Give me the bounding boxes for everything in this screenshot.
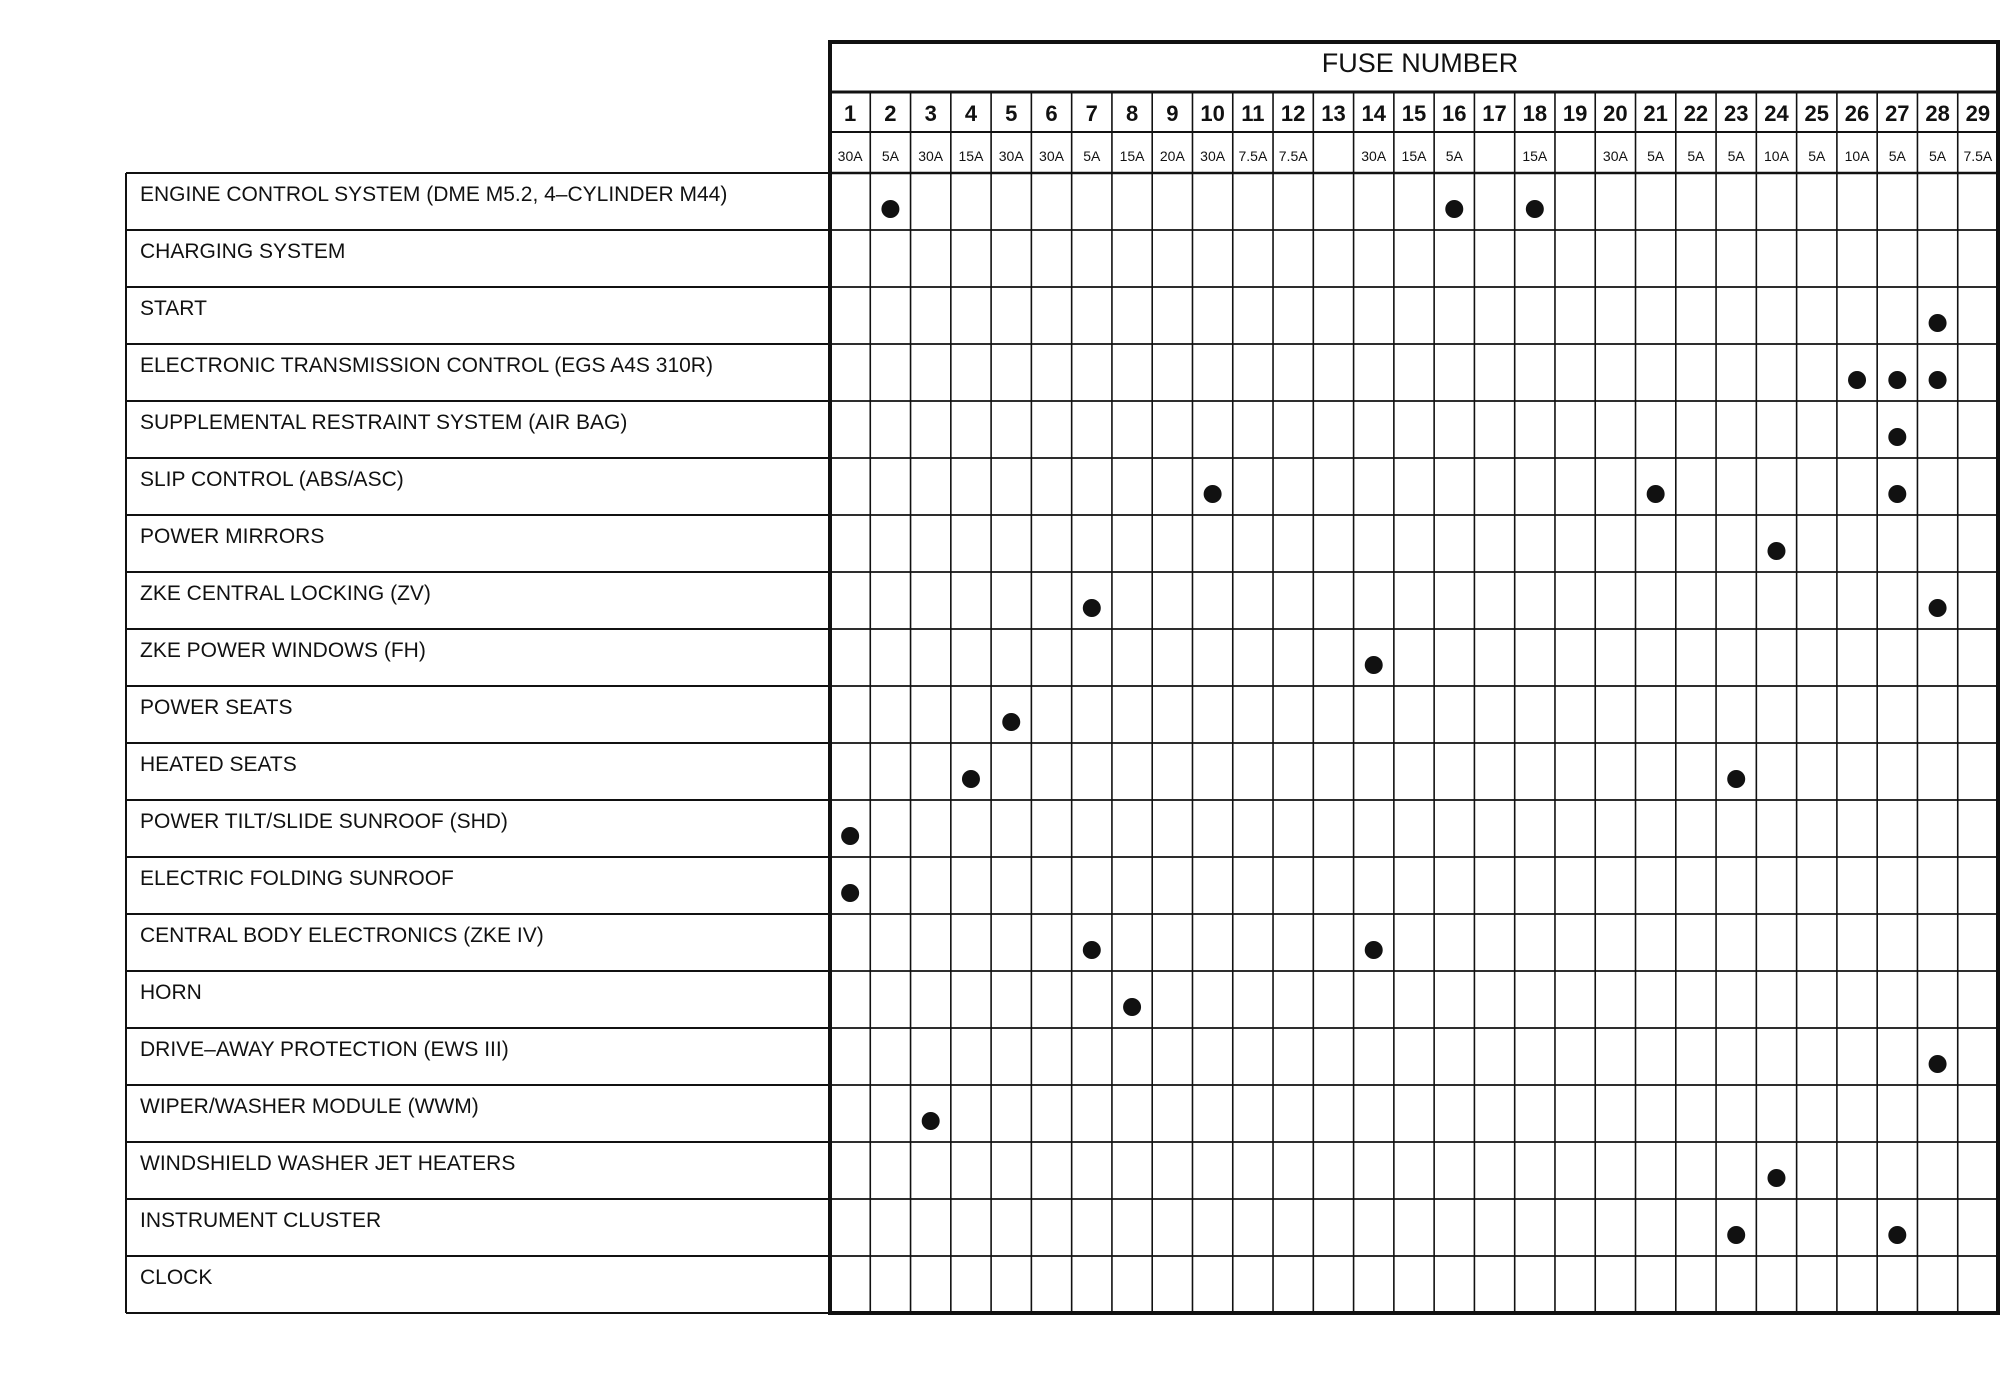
fuse-number-17: 17 (1482, 101, 1507, 126)
fuse-number-19: 19 (1562, 101, 1588, 126)
fuse-rating-21: 5A (1647, 148, 1665, 164)
fuse-marker-dot (1767, 1169, 1785, 1187)
fuse-marker-dot (1888, 485, 1906, 503)
fuse-marker-dot (922, 1112, 940, 1130)
fuse-number-9: 9 (1166, 101, 1179, 126)
fuse-marker-dot (1929, 599, 1947, 617)
fuse-marker-dot (1888, 428, 1906, 446)
system-label: DRIVE–AWAY PROTECTION (EWS III) (140, 1038, 509, 1061)
system-label: SUPPLEMENTAL RESTRAINT SYSTEM (AIR BAG) (140, 411, 628, 434)
fuse-rating-2: 5A (881, 148, 899, 164)
system-label: POWER TILT/SLIDE SUNROOF (SHD) (140, 810, 508, 833)
fuse-marker-dot (1929, 314, 1947, 332)
fuse-marker-dot (1083, 941, 1101, 959)
fuse-number-5: 5 (1005, 101, 1018, 126)
fuse-marker-dot (1445, 200, 1463, 218)
grid-lines (126, 42, 1998, 1313)
system-label: WINDSHIELD WASHER JET HEATERS (140, 1152, 516, 1175)
fuse-rating-20: 30A (1602, 148, 1628, 164)
fuse-number-18: 18 (1522, 101, 1548, 126)
fuse-marker-dot (1365, 656, 1383, 674)
fuse-number-16: 16 (1442, 101, 1467, 126)
fuse-rating-14: 30A (1361, 148, 1387, 164)
fuse-marker-dot (841, 827, 859, 845)
fuse-marker-dot (1123, 998, 1141, 1016)
system-label: WIPER/WASHER MODULE (WWM) (140, 1095, 479, 1118)
fuse-number-13: 13 (1321, 101, 1346, 126)
system-label: CLOCK (140, 1266, 213, 1289)
fuse-number-15: 15 (1401, 101, 1427, 126)
fuse-marker-dot (1929, 1055, 1947, 1073)
fuse-rating-16: 5A (1445, 148, 1463, 164)
system-label: SLIP CONTROL (ABS/ASC) (140, 468, 404, 491)
fuse-number-11: 11 (1241, 101, 1265, 126)
fuse-marker-dot (1647, 485, 1665, 503)
system-label: HORN (140, 981, 202, 1004)
fuse-marker-dot (841, 884, 859, 902)
system-label: ENGINE CONTROL SYSTEM (DME M5.2, 4–CYLINDER M44) (140, 183, 728, 206)
fuse-number-14: 14 (1361, 101, 1386, 126)
fuse-marker-dot (1848, 371, 1866, 389)
fuse-number-8: 8 (1125, 101, 1139, 126)
fuse-number-2: 2 (884, 101, 897, 126)
fuse-rating-29: 7.5A (1963, 148, 1993, 164)
fuse-marker-dot (1767, 542, 1785, 560)
fuse-rating-24: 10A (1764, 148, 1789, 164)
system-label: POWER MIRRORS (140, 525, 325, 548)
system-label: ZKE CENTRAL LOCKING (ZV) (140, 582, 431, 605)
fuse-marker-dot (1002, 713, 1020, 731)
fuse-number-29: 29 (1965, 101, 1991, 126)
fuse-marker-dot (1888, 371, 1906, 389)
fuse-rating-28: 5A (1929, 148, 1947, 164)
fuse-number-22: 22 (1683, 101, 1709, 126)
system-label: CHARGING SYSTEM (140, 240, 346, 263)
fuse-rating-8: 15A (1119, 148, 1145, 164)
fuse-marker-dot (881, 200, 899, 218)
fuse-rating-10: 30A (1200, 148, 1226, 164)
fuse-marker-dot (1204, 485, 1222, 503)
fuse-marker-dot (1365, 941, 1383, 959)
fuse-number-3: 3 (924, 101, 937, 126)
fuse-marker-dot (1727, 1226, 1745, 1244)
fuse-rating-18: 15A (1522, 148, 1548, 164)
fuse-number-1: 1 (844, 101, 857, 126)
fuse-rating-11: 7.5A (1238, 148, 1268, 164)
fuse-grid-border (830, 42, 1998, 1313)
fuse-marker-dot (1083, 599, 1101, 617)
fuse-rating-26: 10A (1844, 148, 1870, 164)
fuse-rating-1: 30A (837, 148, 863, 164)
fuse-rating-23: 5A (1727, 148, 1745, 164)
system-label: POWER SEATS (140, 696, 293, 719)
system-labels (140, 183, 727, 1289)
fuse-rating-12: 7.5A (1278, 148, 1308, 164)
fuse-rating-4: 15A (958, 148, 984, 164)
system-label: ELECTRONIC TRANSMISSION CONTROL (EGS A4S 310R) (140, 354, 713, 377)
fuse-number-12: 12 (1280, 101, 1306, 126)
system-label: HEATED SEATS (140, 753, 297, 776)
fuse-rating-3: 30A (918, 148, 944, 164)
fuse-marker-dot (1929, 371, 1947, 389)
fuse-rating-7: 5A (1083, 148, 1101, 164)
fuse-marker-dot (1526, 200, 1544, 218)
fuse-rating-6: 30A (1039, 148, 1064, 164)
fuse-number-23: 23 (1723, 101, 1749, 126)
fuse-number-24: 24 (1764, 101, 1789, 126)
fuse-rating-15: 15A (1401, 148, 1427, 164)
fuse-rating-25: 5A (1808, 148, 1826, 164)
fuse-marker-dot (962, 770, 980, 788)
system-label: ZKE POWER WINDOWS (FH) (140, 639, 426, 662)
fuse-number-7: 7 (1085, 101, 1098, 126)
fuse-rating-9: 20A (1159, 148, 1185, 164)
fuse-number-28: 28 (1925, 101, 1950, 126)
fuse-number-27: 27 (1885, 101, 1910, 126)
fuse-number-25: 25 (1804, 101, 1830, 126)
fuse-number-title: FUSE NUMBER (1321, 48, 1519, 78)
fuse-number-10: 10 (1200, 101, 1225, 126)
fuse-rating-22: 5A (1687, 148, 1705, 164)
fuse-rating-27: 5A (1888, 148, 1906, 164)
fuse-number-20: 20 (1603, 101, 1628, 126)
system-label: CENTRAL BODY ELECTRONICS (ZKE IV) (140, 924, 544, 947)
system-label: START (140, 297, 207, 320)
fuse-number-21: 21 (1643, 101, 1668, 126)
fuse-marker-dot (1727, 770, 1745, 788)
fuse-number-6: 6 (1045, 101, 1058, 126)
fuse-marker-dot (1888, 1226, 1906, 1244)
system-label: INSTRUMENT CLUSTER (140, 1209, 382, 1232)
fuse-number-26: 26 (1844, 101, 1870, 126)
system-label: ELECTRIC FOLDING SUNROOF (140, 867, 454, 890)
fuse-rating-5: 30A (998, 148, 1024, 164)
fuse-number-4: 4 (964, 101, 978, 126)
